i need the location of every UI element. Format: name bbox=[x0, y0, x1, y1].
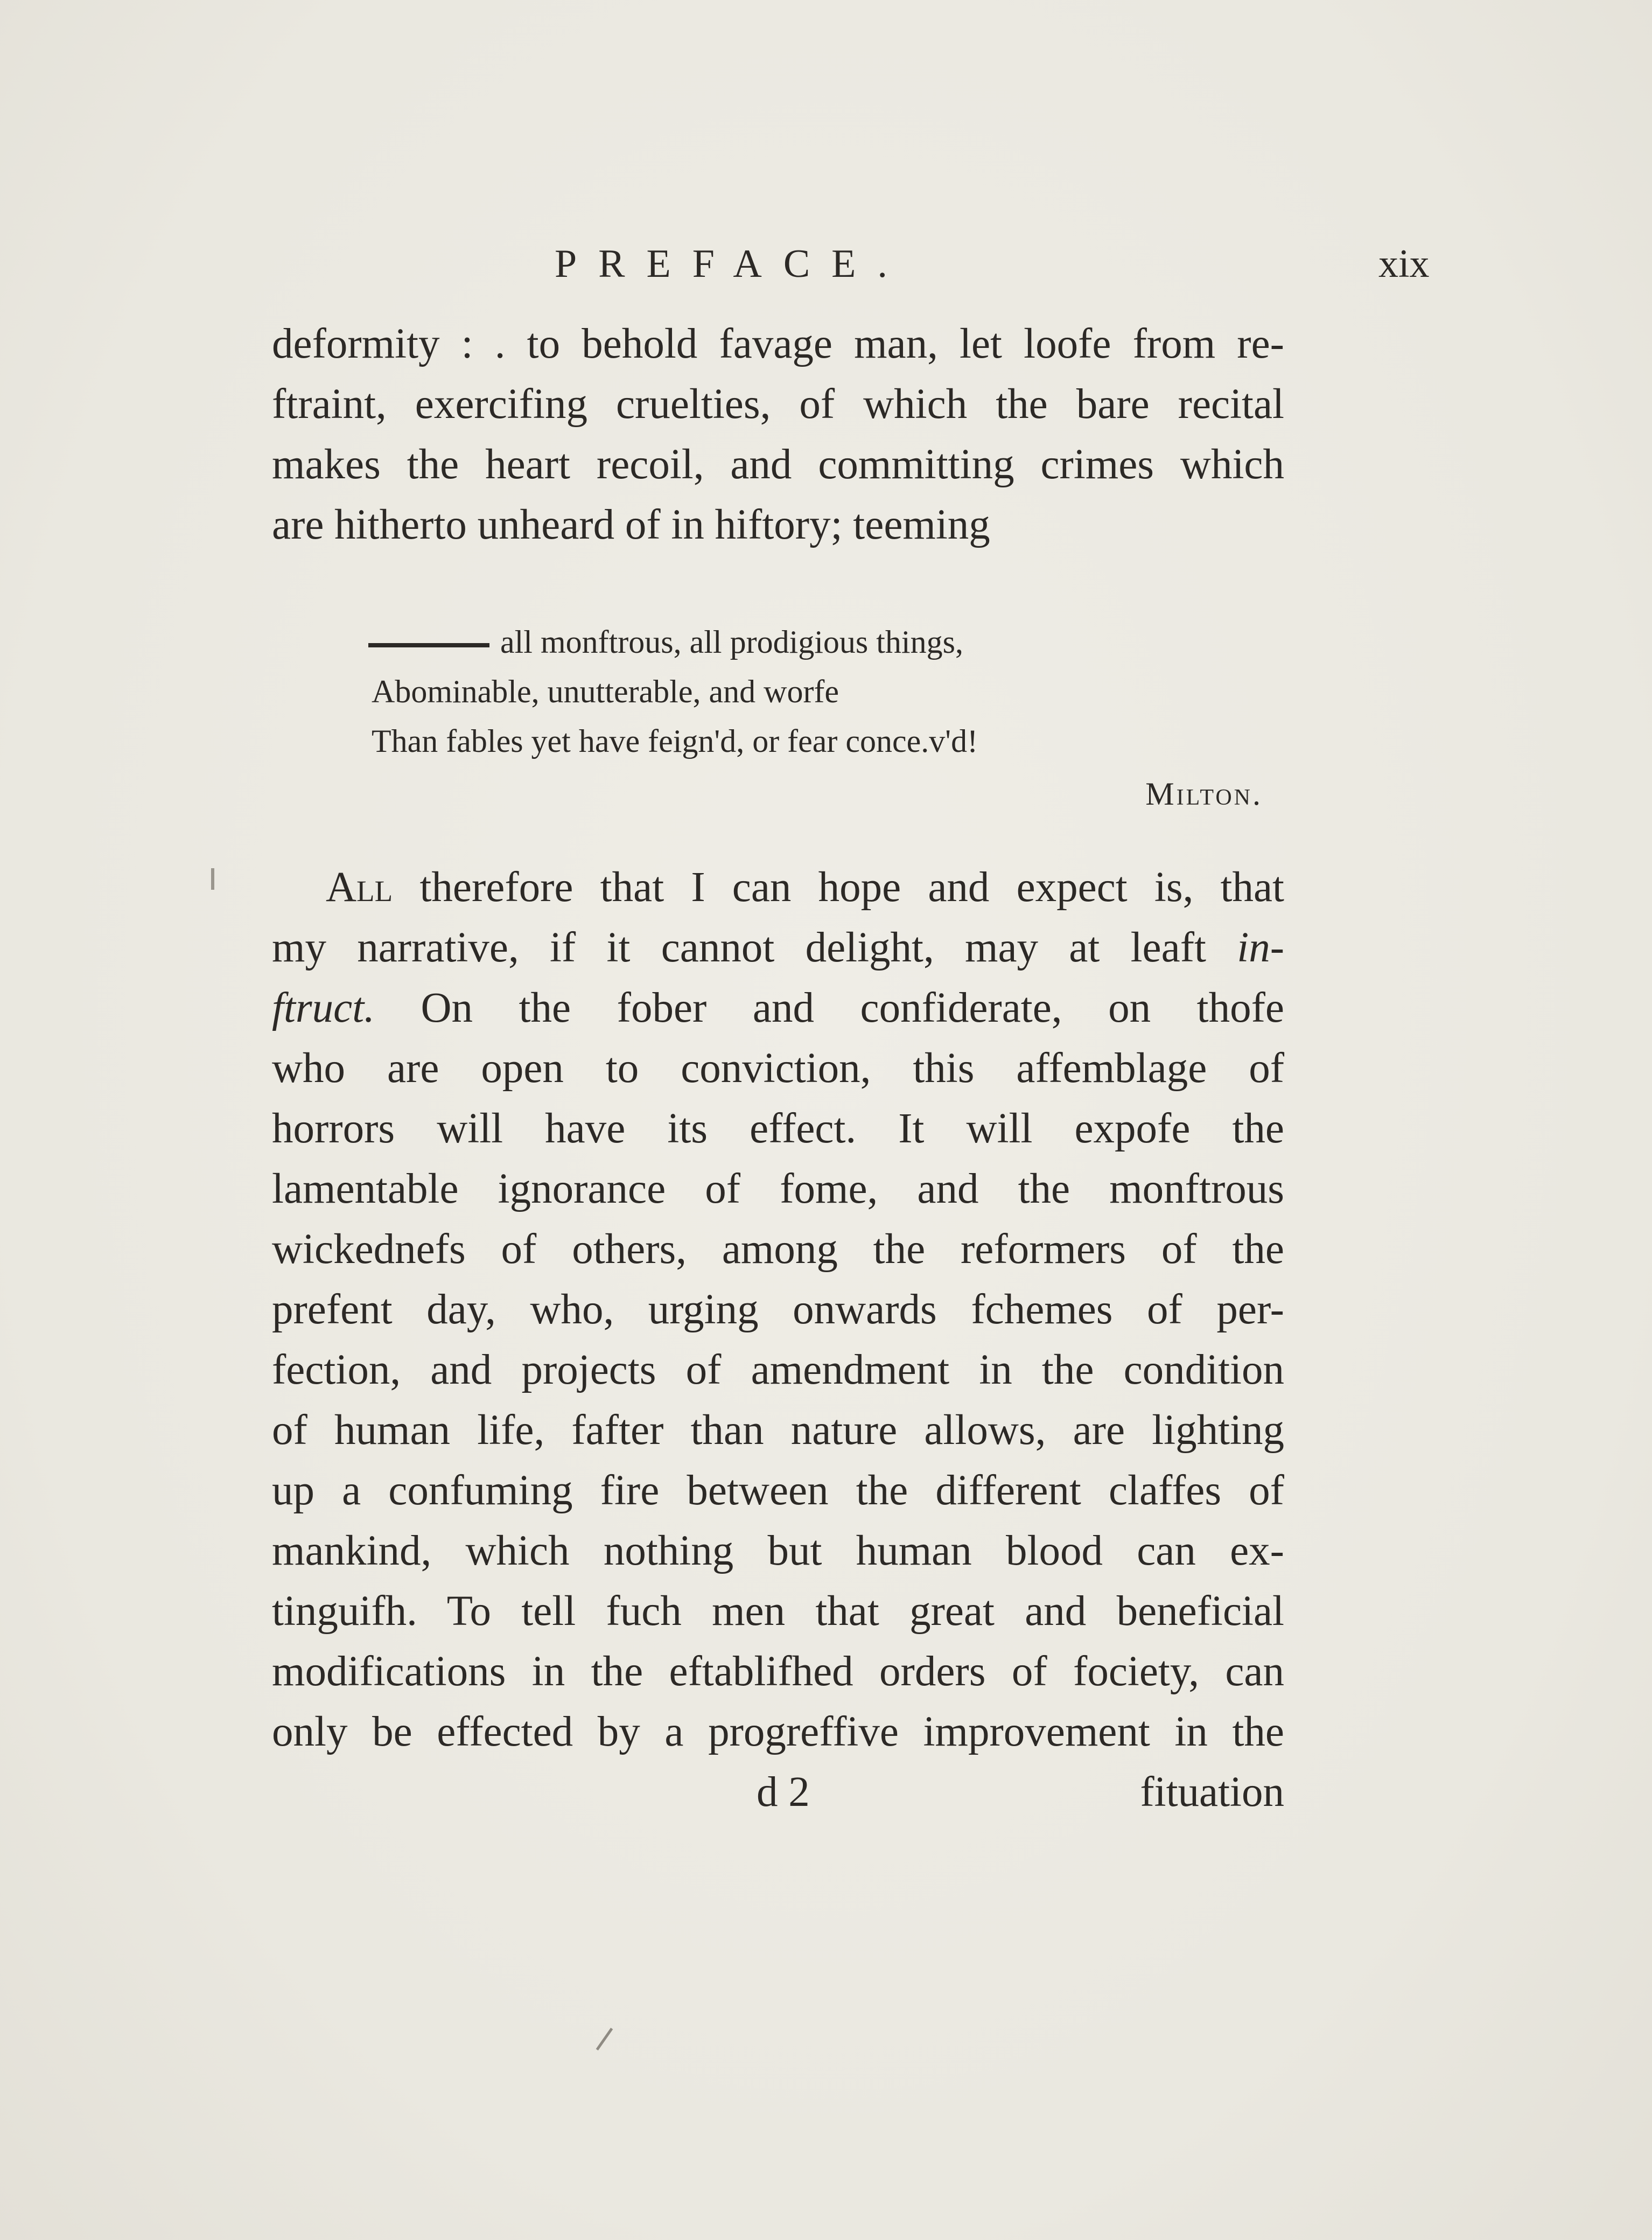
paragraph-continuation bbox=[272, 314, 1284, 555]
catchword: fituation bbox=[1140, 1769, 1284, 1816]
text-line: ftraint, exercifing cruelties, of which the bare recital bbox=[272, 381, 1284, 428]
em-dash-rule bbox=[368, 643, 489, 647]
text-line: who are open to conviction, this affemblage of bbox=[272, 1045, 1284, 1092]
verse-line-text: all monftrous, all prodigious things, bbox=[500, 624, 963, 660]
verse-line: Than fables yet have feign'd, or fear conce.v'd! bbox=[372, 723, 978, 759]
paragraph-main bbox=[272, 857, 1284, 1762]
text-line: of human life, fafter than nature allows, are lighting bbox=[272, 1407, 1284, 1454]
page-number: xix bbox=[1378, 242, 1430, 286]
text-fragment: therefore that I can hope and expect is, that bbox=[419, 864, 1285, 911]
margin-speck bbox=[211, 868, 214, 890]
text-line: deformity : . to behold favage man, let loofe from re- bbox=[272, 320, 1284, 367]
lead-word: All bbox=[326, 864, 393, 911]
verse-line: Abominable, unutterable, and worfe bbox=[372, 674, 839, 709]
text-fragment: my narrative, if it cannot delight, may at leaft bbox=[272, 924, 1206, 971]
signature-mark: d 2 bbox=[757, 1769, 810, 1816]
text-line: modifications in the eftablifhed orders of fociety, can bbox=[272, 1648, 1284, 1695]
quote-attribution: Milton. bbox=[1145, 776, 1263, 812]
text-line: fection, and projects of amendment in the condition bbox=[272, 1346, 1284, 1393]
italic-fragment: in- bbox=[1237, 924, 1285, 971]
text-line: makes the heart recoil, and committing crimes which bbox=[272, 441, 1284, 488]
text-line: are hitherto unheard of in hiftory; teeming bbox=[272, 501, 990, 548]
text-line: lamentable ignorance of fome, and the monftrous bbox=[272, 1166, 1284, 1212]
text-line: wickednefs of others, among the reformers of the bbox=[272, 1226, 1284, 1273]
italic-fragment: ftruct. bbox=[272, 985, 375, 1031]
text-line: tinguifh. To tell fuch men that great and beneficial bbox=[272, 1588, 1284, 1635]
running-title: PREFACE. bbox=[555, 242, 909, 286]
text-line bbox=[272, 857, 1284, 918]
text-line: mankind, which nothing but human blood can ex- bbox=[272, 1527, 1284, 1574]
text-line: only be effected by a progreffive improvement in the bbox=[272, 1708, 1284, 1755]
verse-line bbox=[372, 617, 1287, 667]
text-fragment: On the fober and confiderate, on thofe bbox=[421, 985, 1284, 1031]
text-line bbox=[272, 918, 1284, 978]
page-header bbox=[0, 234, 1652, 294]
paper-speck bbox=[596, 2028, 613, 2050]
verse-quotation bbox=[372, 617, 1287, 819]
text-line: up a confuming fire between the different claffes of bbox=[272, 1467, 1284, 1514]
page-footer bbox=[272, 1762, 1284, 1823]
text-line: prefent day, who, urging onwards fchemes of per- bbox=[272, 1286, 1284, 1333]
text-line: horrors will have its effect. It will expofe the bbox=[272, 1105, 1284, 1152]
text-line bbox=[272, 978, 1284, 1038]
